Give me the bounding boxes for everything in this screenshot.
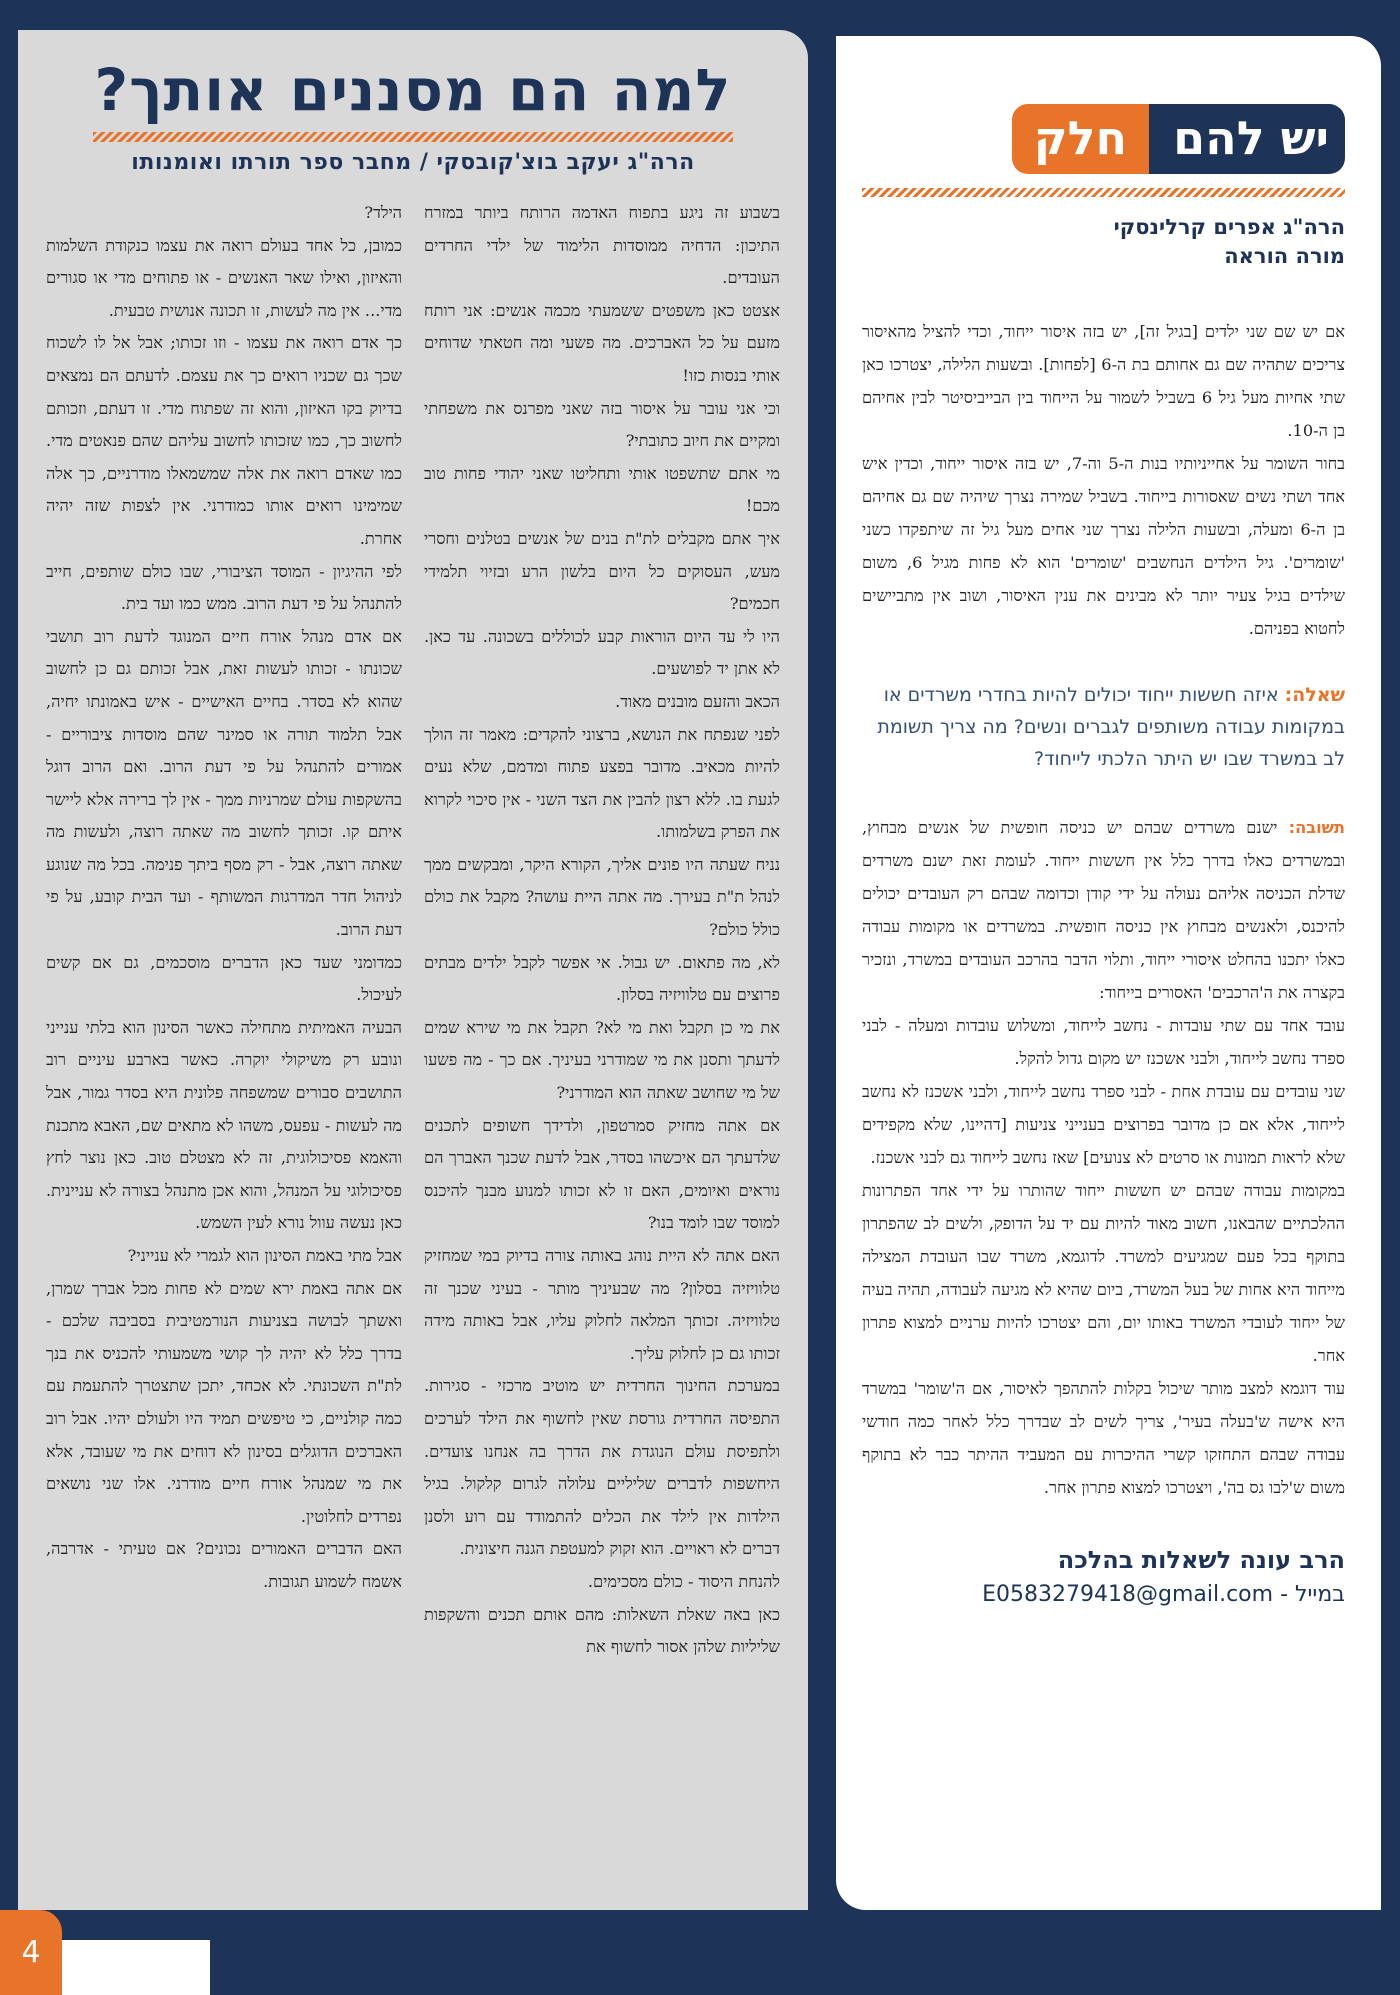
author-title: מורה הוראה (1224, 244, 1345, 268)
paragraph: בשבוע זה ניגע בתפוח האדמה הרותח ביותר במזרח התיכון: הדחיה ממוסדות הלימוד של ילדי החרדים העובדים. (424, 203, 780, 288)
paragraph: עובד אחד עם שתי עובדות - נחשב לייחוד, ומשלוש עובדות ומעלה - לבני ספרד נחשב לייחוד, ולבני אשכנז יש מקום גדול להקל. (862, 1016, 1345, 1068)
paragraph: כמדומני שעד כאן הדברים מוסכמים, גם אם קשים לעיכול. (46, 952, 402, 1005)
paragraph: כמובן, כל אחד בעולם רואה את עצמו כנקודת השלמות והאיזון, ואילו שאר האנשים - או פתוחים מדי או סגורים מדי... אין מה לעשות, זו תכונה אנושית טבעית. (46, 235, 402, 320)
paragraph: אבל מתי באמת הסינון הוא לגמרי לא ענייני? (127, 1246, 402, 1265)
intro-text (862, 315, 1345, 645)
paragraph: להנחת היסוד - כולם מסכימים. (587, 1571, 780, 1591)
paragraph: אם אתה באמת ירא שמים לא פחות מכל אברך שמרן, ואשתך לבושה בצניעות הנורמטיבית בסביבה שלכם - בדרך כלל לא יהיה לך קושי משמעותי להכניס את בנך לת"ת השכונתי. לא אכחד, יתכן שתצטרך להתעמת עם כמה קולניים, כי טיפשים תמיד היו ולעולם יהיו. אבל רוב האברכים הדוגלים בסינון לא דוחים את מי שעובד, אלא את מי שמנהל אורח חיים מודרני. אלו שני נושאים נפרדים לחלוטין. (46, 1278, 402, 1526)
right-article (836, 36, 1381, 1910)
paragraph: לפי ההיגיון - המוסד הציבורי, שבו כולם שותפים, חייב להתנהל על פי דעת הרוב. ממש כמו ועד בית. (46, 561, 402, 614)
paragraph: מי אתם שתשפטו אותי ותחליטו שאני יהודי פחות טוב מכם! (424, 463, 780, 516)
paragraph: עוד דוגמא למצב מותר שיכול בקלות להתהפך לאיסור, אם ה'שומר' במשרד היא אישה ש'בעלה בעיר', צריך לשים לב שבדרך כלל לאחר כמה חודשי עבודה שבהם התחזקו קשרי ההיכרות עם המעביד ההיתר כבר לא בתוקף משום ש'לבו גס בה', ויצטרכו למצוא פתרון אחר. (862, 1379, 1345, 1497)
paragraph: האם הדברים האמורים נכונים? אם טעיתי - אדרבה, אשמח לשמוע תגובות. (46, 1539, 402, 1591)
paragraph: איך אתם מקבלים לת"ת בנים של אנשים בטלנים וחסרי מעש, העסוקים כל היום בלשון הרע ובזיוי תלמידי חכמים? (424, 528, 780, 614)
paragraph: אם אתה מחזיק סמרטפון, ולדידך חשופים לתכנים שלדעתך הם איכשהו בסדר, אבל לדעת שכנך האברך הם נוראים ואיומים, האם זו לא זכותו למנוע מבנך להיכנס למוסד שבו לומד בנו? (424, 1115, 780, 1233)
paragraph: אצטט כאן משפטים ששמעתי מכמה אנשים: אני רותח מזעם על כל האברכים. מה פשעי ומה חטאתי שדוחים אותי בנסות כזו! (424, 300, 780, 385)
answer-first-paragraph (862, 811, 1345, 1009)
contact-title: הרב עונה לשאלות בהלכה (1057, 1546, 1345, 1574)
title-divider (93, 132, 733, 142)
contact-prefix: במייל - (1280, 1582, 1345, 1607)
question-block (862, 679, 1345, 775)
paragraph: את מי כן תקבל ואת מי לא? תקבל את מי שירא שמים לדעתך ותסנן את מי שמודרני בעיניך. אם כך - מה פשעו של מי שחושב שאתה הוא המודרני? (424, 1017, 780, 1103)
paragraph: אם אדם מנהל אורח חיים המנוגד לדעת רוב תושבי שכונתו - זכותו לעשות זאת, אבל זכותם גם כן לחשוב שהוא לא בסדר. בחיים האישיים - איש באמונתו יחיה, אבל תלמוד תורה או סמינר שהם מוסדות ציבוריים - אמורים להתנהל על פי דעת הרוב. ואם הרוב דוגל בהשקפות עולם שמרניות ממך - אין לך ברירה אלא ליישר איתם קו. זכותך לחשוב מה שאתה רוצה, ולעשות מה שאתה רוצה, אבל - רק מסף ביתך פנימה. בכל מה שנוגע לניהול חדר המדרגות המשותף - ועד הבית קובע, על פי דעת הרוב. (46, 626, 402, 940)
paragraph: לפני שנפתח את הנושא, ברצוני להקדים: מאמר זה הולך להיות מכאיב. מדובר בפצע פתוח ומדמם, שלא נעים לגעת בו. ללא רצון להבין את הצד השני - אין סיכוי לקרוא את הפרק בשלמותו. (424, 724, 780, 842)
answer-block (862, 811, 1345, 1504)
paragraph: כך אדם רואה את עצמו - וזו זכותו; אבל אל לו לשכוח שכך גם שכניו רואים כך את עצמם. לדעתם הם נמצאים בדיוק בקו האיזון, והוא זה שפתוח מדי. זו דעתם, וזכותם לחשוב כך, כמו שזכותו לחשוב עליהם שהם פנאטים מדי. כמו שאדם רואה את אלה שמשמאלו מודרניים, כך אלה שמימינו רואים אותו כמודרני. אין לצפות שזה יהיה אחרת. (46, 333, 402, 548)
email-link[interactable]: E0583279418@gmail.com (982, 1582, 1274, 1607)
paragraph: שני עובדים עם עובדת אחת - לבני ספרד נחשב לייחוד, ולבני אשכנז לא נחשב לייחוד, אלא אם כן מדובר בפרוצים בענייני צניעות [דהיינו, שלא מקפידים שלא לראות תמונות או סרטים לא צנועים] שאז נחשב לייחוד גם לבני אשכנז. (862, 1082, 1345, 1167)
badge-navy-label: יש להם (1149, 104, 1345, 174)
paragraph: לא, מה פתאום. יש גבול. אי אפשר לקבל ילדים מבתים פרוצים עם טלוויזיה בסלון. (424, 952, 780, 1005)
paragraph: אם יש שם שני ילדים [בגיל זה], יש בזה איסור ייחוד, וכדי להציל מהאיסור צריכים שתהיה שם גם אחותם בת ה-6 [לפחות]. ובשעות הלילה, יצטרכו כאן שתי אחיות מעל גיל 6 בשביל לשמור על הייחוד בין הבייביסיטר לבין אחיהם בן ה-10. (862, 322, 1345, 440)
paragraph: הכאב והזעם מובנים מאוד. (615, 691, 780, 711)
article-columns (46, 197, 780, 1897)
article-title: למה הם מסננים אותך? (94, 56, 732, 124)
paragraph: וכי אני עובר על איסור בזה שאני מפרנס את משפחתי ומקיים את חיוב כתובתי? (424, 398, 780, 451)
article-column-left (46, 197, 402, 1897)
paragraph: האם אתה לא היית נוהג באותה צורה בדיוק במי שמחזיק טלוויזיה בסלון? מה שבעיניך מותר - בעיני שכנך זה טלוויזיה. זכותך המלאה לחלוק עליו, אבל באותה מידה זכותו גם כן לחלוק עליך. (424, 1246, 780, 1363)
section-divider (862, 188, 1345, 197)
article-column-right (424, 197, 780, 1897)
page-number: 4 (0, 1910, 62, 1995)
paragraph: הבעיה האמיתית מתחילה כאשר הסינון הוא בלתי ענייני ונובע רק משיקולי יוקרה. כאשר בארבע עיניים רוב התושבים סבורים שמשפחה פלונית היא בסדר גמור, אבל מה לעשות - עפעס, משהו לא מתאים שם, האבא מתכנת והאמא פסיכולוגית, זה לא מצטלם טוב. כאן נוצר לחץ פסיכולוגי על המנהל, והוא אכן מתנהל בצורה לא עניינית. כאן נעשה עוול נורא לעין השמש. (46, 1017, 402, 1233)
section-badge (862, 104, 1345, 174)
paragraph: ישנם משרדים שבהם יש כניסה חופשית של אנשים מבחוץ, ובמשרדים כאלו בדרך כלל אין חששות ייחוד. לעומת זאת ישנם משרדים שדלת הכניסה אליהם נעולה על ידי קודן וכדומה שבהם רק העובדים יכולים להיכנס, ולאנשים מבחוץ אין כניסה חופשית. במשרדים או מקומות עבודה כאלו יתכנו בהחלט איסורי ייחוד, ותלוי הדבר בהרכב העובדים במשרד, ונזכיר בקצרה את ה'הרכבים' האסורים בייחוד: (862, 818, 1345, 1002)
question-text: איזה חששות ייחוד יכולים להיות בחדרי משרדים או במקומות עבודה משותפים לגברים ונשים? מה צריך תשומת לב במשרד שבו יש היתר הלכתי לייחוד? (877, 684, 1345, 770)
answer-label: תשובה: (1288, 818, 1345, 837)
contact-email-line (862, 1578, 1345, 1612)
left-article (18, 30, 808, 1910)
paragraph: הילד? (364, 203, 402, 222)
badge-orange-label: חלק (1012, 104, 1149, 174)
paragraph: במערכת החינוך החרדית יש מוטיב מרכזי - סגירות. התפיסה החרדית גורסת שאין לחשוף את הילד לערכים ולתפיסת עולם הנוגדת את הדרך בה אנחנו צועדים. היחשפות לדברים שליליים עלולה לגרום קלקול. בגיל הילדות אין לילד את הכלים להתמודד עם רוע ולסנן דברים לא ראויים. הוא זקוק למעטפת הגנה חיצונית. (424, 1376, 780, 1559)
question-label: שאלה: (1284, 684, 1345, 706)
bottom-strip (0, 1935, 1400, 1995)
paragraph: במקומות עבודה שבהם יש חששות ייחוד שהותרו על ידי אחד הפתרונות ההלכתיים שהבאנו, חשוב מאוד להיות עם יד על הדופק, ולשים לב שהפתרון בתוקף בכל פעם שמגיעים למשרד. לדוגמא, משרד שבו העובדת המצילה מייחוד היא אחות של בעל המשרד, ביום שהיא לא מגיעה לעבודה, תהיה בעיה של ייחוד לעובדי המשרד באותו יום, והם יצטרכו להיות ערניים למצוא פתרון אחר. (862, 1181, 1345, 1365)
author-block (862, 213, 1345, 271)
paragraph: כאן באה שאלת השאלות: מהם אותם תכנים והשקפות שליליות שלהן אסור לחשוף את (424, 1604, 780, 1657)
paragraph: בחור השומר על אחייניותיו בנות ה-5 וה-7, יש בזה איסור ייחוד, וכדין איש אחד ושתי נשים שאסורות בייחוד. בשביל שמירה נצרך שיהיה שם גם אחיהם בן ה-6 ומעלה, ובשעות הלילה נצרך שני אחים מעל גיל זה שיתפקדו כשני 'שומרים'. גיל הילדים הנחשבים 'שומרים' הוא לא פחות מגיל 6, משום שילדים בגיל צעיר יותר לא מבינים את ענין האיסור, ושוב אין מתביישים לחטוא בפניהם. (862, 454, 1346, 638)
article-byline: הרה"ג יעקב בוצ'קובסקי / מחבר ספר תורתו ואומנותו (131, 150, 695, 175)
contact-block (862, 1542, 1345, 1612)
bottom-white-tab (60, 1940, 210, 1995)
paragraph: נניח שעתה היו פונים אליך, הקורא היקר, ומבקשים ממך לנהל ת"ת בעירך. מה אתה היית עושה? מקבל את כולם כולל כולם? (424, 854, 780, 940)
paragraph: היו לי עד היום הוראות קבע לכוללים בשכונה. עד כאן. לא אתן יד לפושעים. (424, 626, 780, 679)
author-name: הרה"ג אפרים קרלינסקי (1113, 215, 1345, 239)
